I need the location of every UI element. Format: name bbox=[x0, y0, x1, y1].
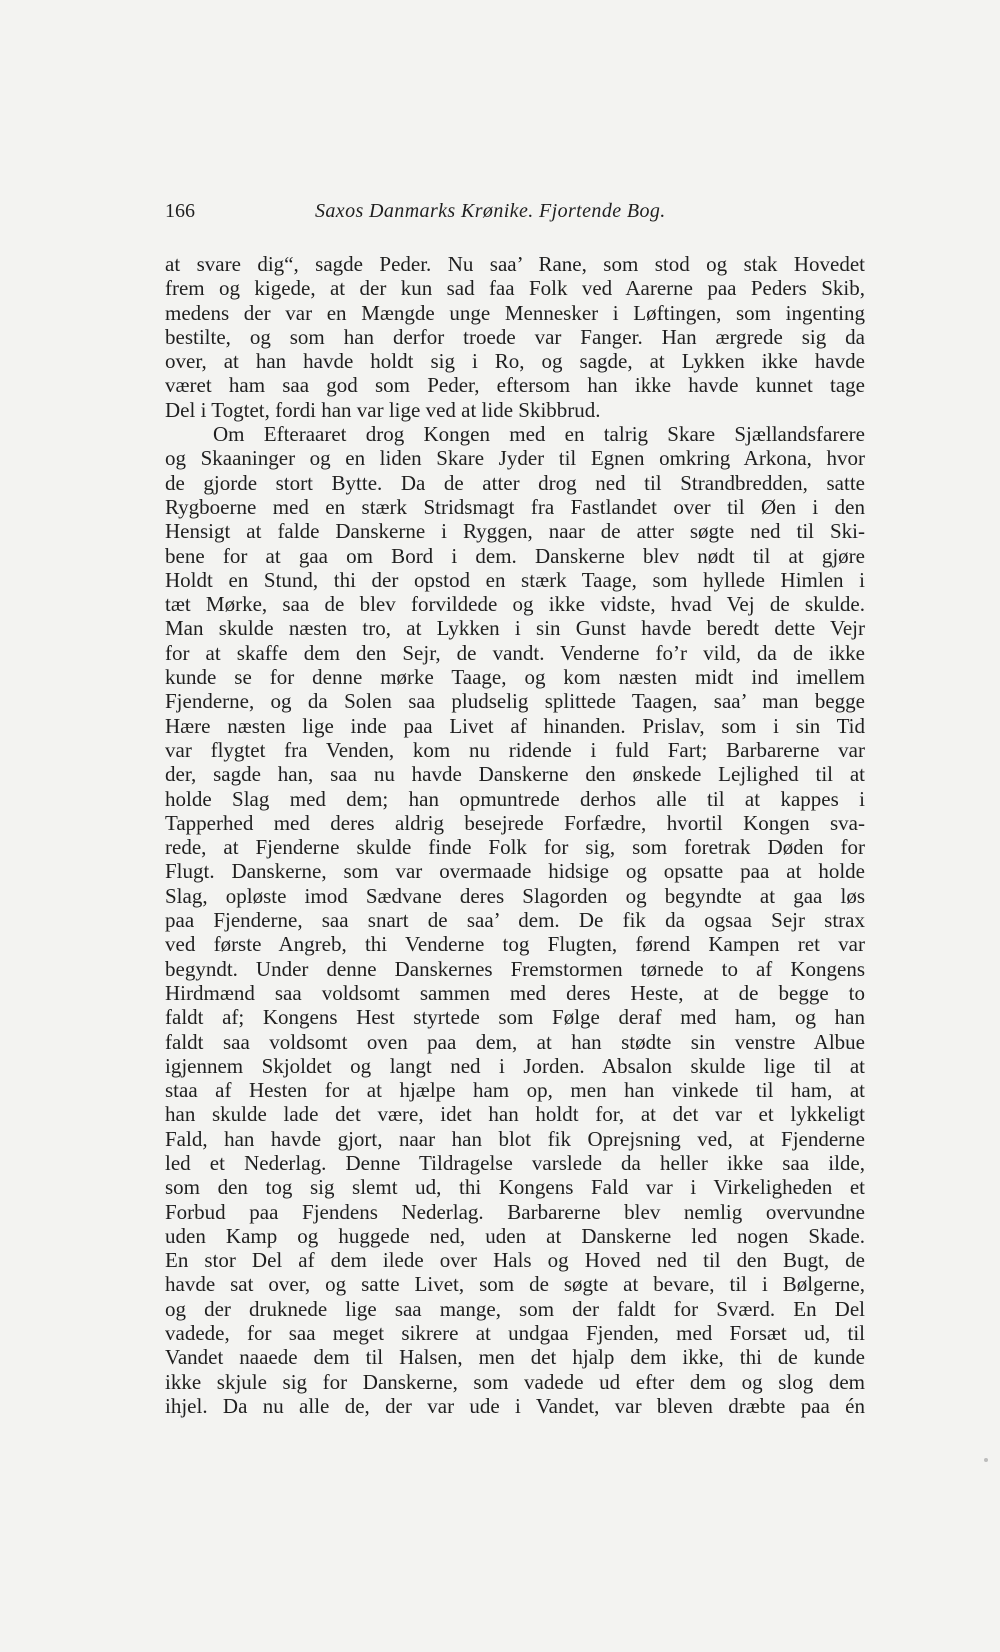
text-line: bene for at gaa om Bord i dem. Danskerne blev nødt til at gjøre bbox=[165, 543, 865, 568]
paragraph-start-line: Om Efteraaret drog Kongen med en talrig Skare Sjællandsfarere bbox=[213, 422, 865, 447]
text-line: rede, at Fjenderne skulde finde Folk for sig, som foretrak Døden for bbox=[165, 835, 865, 860]
text-line: havde sat over, og satte Livet, som de søgte at bevare, til i Bølgerne, bbox=[165, 1272, 865, 1297]
text-line: tæt Mørke, saa de blev forvildede og ikke vidste, hvad Vej de skulde. bbox=[165, 592, 865, 617]
text-line: igjennem Skjoldet og langt ned i Jorden. Absalon skulde lige til at bbox=[165, 1053, 865, 1078]
text-line: Del i Togtet, fordi han var lige ved at lide Skibbrud. bbox=[165, 397, 601, 422]
text-line: over, at han havde holdt sig i Ro, og sagde, at Lykken ikke havde bbox=[165, 349, 865, 374]
text-line: Forbud paa Fjendens Nederlag. Barbarerne blev nemlig overvundne bbox=[165, 1199, 865, 1224]
text-line: Vandet naaede dem til Halsen, men det hjalp dem ikke, thi de kunde bbox=[165, 1345, 865, 1370]
text-line: Fjenderne, og da Solen saa pludselig splittede Taagen, saa’ man begge bbox=[165, 689, 865, 714]
running-title: Saxos Danmarks Krønike. Fjortende Bog. bbox=[315, 200, 666, 222]
text-line: ikke skjule sig for Danskerne, som vadede ud efter dem og slog dem bbox=[165, 1369, 865, 1394]
text-line: vadede, for saa meget sikrere at undgaa Fjenden, med Forsæt ud, til bbox=[165, 1321, 865, 1346]
text-line: Flugt. Danskerne, som var overmaade hidsige og opsatte paa at holde bbox=[165, 859, 865, 884]
text-line: bestilte, og som han derfor troede var Fanger. Han ærgrede sig da bbox=[165, 324, 865, 349]
text-line: at svare dig“, sagde Peder. Nu saa’ Rane, som stod og stak Hovedet bbox=[165, 252, 865, 276]
text-line: været ham saa god som Peder, eftersom han ikke havde kunnet tage bbox=[165, 373, 865, 398]
paper-speck bbox=[984, 1458, 988, 1462]
text-line: som den tog sig slemt ud, thi Kongens Fald var i Virkeligheden et bbox=[165, 1175, 865, 1200]
text-line: der, sagde han, saa nu havde Danskerne den ønskede Lejlighed til at bbox=[165, 762, 865, 787]
text-line: var flygtet fra Venden, kom nu ridende i fuld Fart; Barbarerne var bbox=[165, 737, 865, 762]
text-line: led et Nederlag. Denne Tildragelse varslede da heller ikke saa ilde, bbox=[165, 1150, 865, 1175]
text-line: frem og kigede, at der kun sad faa Folk ved Aarerne paa Peders Skib, bbox=[165, 276, 865, 301]
text-line: paa Fjenderne, saa snart de saa’ dem. De fik da ogsaa Sejr strax bbox=[165, 908, 865, 933]
text-line: uden Kamp og huggede ned, uden at Danskerne led nogen Skade. bbox=[165, 1223, 865, 1248]
text-line: Slag, opløste imod Sædvane deres Slagorden og begyndte at gaa løs bbox=[165, 883, 865, 908]
text-line: faldt af; Kongens Hest styrtede som Følge deraf med ham, og han bbox=[165, 1005, 865, 1030]
text-line: faldt saa voldsomt oven paa dem, at han stødte sin venstre Albue bbox=[165, 1029, 865, 1054]
text-line: staa af Hesten for at hjælpe ham op, men han vinkede til ham, at bbox=[165, 1078, 865, 1103]
text-line: for at skaffe dem den Sejr, de vandt. Venderne fo’r vild, da de ikke bbox=[165, 640, 865, 665]
text-line: Hirdmænd saa voldsomt sammen med deres Heste, at de begge to bbox=[165, 980, 865, 1005]
page-header bbox=[165, 200, 865, 230]
text-line: En stor Del af dem ilede over Hals og Hoved ned til den Bugt, de bbox=[165, 1248, 865, 1273]
text-line: Hære næsten lige inde paa Livet af hinanden. Prislav, som i sin Tid bbox=[165, 713, 865, 738]
text-line: ihjel. Da nu alle de, der var ude i Vandet, var bleven dræbte paa én bbox=[165, 1393, 865, 1418]
text-line: Hensigt at falde Danskerne i Ryggen, naar de atter søgte ned til Ski- bbox=[165, 519, 865, 544]
text-line: ved første Angreb, thi Venderne tog Flugten, førend Kampen ret var bbox=[165, 932, 865, 957]
text-line: Holdt en Stund, thi der opstod en stærk Taage, som hyllede Himlen i bbox=[165, 567, 865, 592]
text-line: Fald, han havde gjort, naar han blot fik Oprejsning ved, at Fjenderne bbox=[165, 1126, 865, 1151]
text-line: han skulde lade det være, idet han holdt for, at det var et lykkeligt bbox=[165, 1102, 865, 1127]
text-line: og Skaaninger og en liden Skare Jyder til Egnen omkring Arkona, hvor bbox=[165, 446, 865, 471]
text-line: Man skulde næsten tro, at Lykken i sin Gunst havde beredt dette Vejr bbox=[165, 616, 865, 641]
text-line: og der druknede lige saa mange, som der faldt for Sværd. En Del bbox=[165, 1296, 865, 1321]
text-line: begyndt. Under denne Danskernes Fremstormen tørnede to af Kongens bbox=[165, 956, 865, 981]
page-number: 166 bbox=[165, 200, 195, 222]
text-line: de gjorde stort Bytte. Da de atter drog ned til Strandbredden, satte bbox=[165, 470, 865, 495]
text-line: Rygboerne med en stærk Stridsmagt fra Fastlandet over til Øen i den bbox=[165, 494, 865, 519]
text-line: Tapperhed med deres aldrig besejrede Forfædre, hvortil Kongen sva- bbox=[165, 810, 865, 835]
body-text bbox=[165, 252, 865, 1418]
text-line: medens der var en Mængde unge Mennesker i Løftingen, som ingenting bbox=[165, 300, 865, 325]
text-line: kunde se for denne mørke Taage, og kom næsten midt ind imellem bbox=[165, 665, 865, 690]
text-line: holde Slag med dem; han opmuntrede derhos alle til at kappes i bbox=[165, 786, 865, 811]
